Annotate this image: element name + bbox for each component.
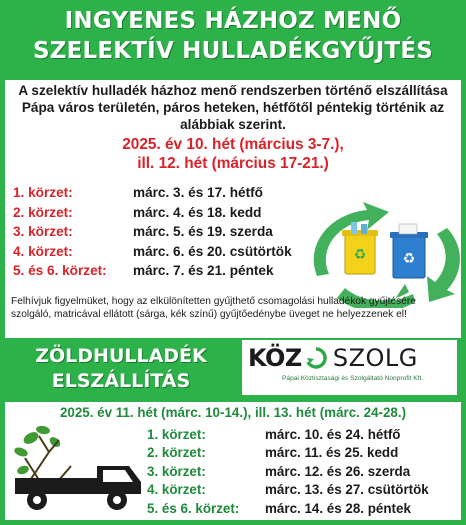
schedule-row	[147, 499, 429, 518]
district-dates: márc. 10. és 24. hétfő	[265, 426, 401, 442]
green-waste-box	[5, 402, 461, 520]
district-dates: márc. 12. és 26. szerda	[265, 463, 411, 479]
recycle-bins-icon	[297, 198, 461, 308]
district-name: 1. körzet:	[147, 426, 206, 442]
selective-collection-box	[5, 80, 461, 338]
green-title-line2: ELSZÁLLÍTÁS	[51, 370, 191, 392]
main-title-line1: INGYENES HÁZHOZ MENŐ	[64, 8, 402, 34]
schedule-row	[147, 444, 429, 463]
schedule-row	[147, 481, 429, 500]
main-title-line2: SZELEKTÍV HULLADÉKGYŰJTÉS	[32, 38, 434, 64]
logo-wordmark	[248, 343, 451, 373]
schedule-row	[13, 183, 292, 203]
district-dates: márc. 7. és 21. péntek	[133, 263, 274, 279]
district-name: 1. körzet:	[13, 185, 73, 201]
logo-koz: KÖZ	[248, 344, 302, 372]
kozszolg-logo	[242, 340, 457, 395]
schedule-row	[13, 222, 292, 242]
schedule-row	[147, 425, 429, 444]
green-waste-title	[5, 344, 237, 394]
main-title	[5, 6, 461, 66]
svg-text:♻: ♻	[353, 247, 367, 263]
district-name: 4. körzet:	[147, 482, 206, 498]
selective-week-line2: ill. 12. hét (március 17-21.)	[137, 155, 329, 172]
district-dates: márc. 5. és 19. szerda	[133, 224, 273, 240]
district-dates: márc. 4. és 18. kedd	[133, 204, 262, 220]
district-dates: márc. 13. és 27. csütörtök	[265, 482, 429, 498]
selective-weeks	[5, 135, 461, 173]
district-name: 5. és 6. körzet:	[147, 500, 240, 516]
schedule-row	[13, 242, 292, 262]
district-name: 4. körzet:	[13, 243, 73, 259]
district-dates: márc. 11. és 25. kedd	[265, 445, 399, 461]
district-dates: márc. 14. és 28. péntek	[265, 500, 411, 516]
district-name: 5. és 6. körzet:	[13, 263, 107, 279]
selective-intro: A szelektív hulladék házhoz menő rendszerben történő elszállítása Pápa város területén, páros heteken, hétfőtől péntekig történik az alábbiak szerint.	[18, 83, 448, 132]
logo-szolg: SZOLG	[332, 344, 418, 372]
schedule-row	[13, 203, 292, 223]
green-weeks: 2025. év 11. hét (márc. 10-14.), ill. 13. hét (márc. 24-28.)	[59, 405, 407, 420]
logo-swirl-icon	[305, 347, 327, 369]
schedule-row	[147, 462, 429, 481]
truck-with-branches-icon	[9, 422, 159, 518]
selective-schedule	[13, 183, 292, 281]
notice-text: Felhívjuk figyelmüket, hogy az elkülönítetten gyűjthető csomagolási hulladékok gyűjtésére szolgáló, matricával ellátott (sárga, kék színű) gyűjtőedénybe üveget ne helyezzenek el!	[11, 296, 416, 320]
schedule-row	[13, 261, 292, 281]
district-name: 3. körzet:	[147, 463, 206, 479]
green-schedule	[147, 425, 429, 518]
district-name: 3. körzet:	[13, 224, 73, 240]
district-dates: márc. 6. és 20. csütörtök	[133, 243, 292, 259]
logo-subtitle: Pápai Köztisztasági és Szolgáltató Nonprofit Kft.	[282, 375, 424, 382]
district-name: 2. körzet:	[13, 204, 73, 220]
green-title-line1: ZÖLDHULLADÉK	[35, 345, 207, 367]
district-name: 2. körzet:	[147, 445, 206, 461]
district-dates: márc. 3. és 17. hétfő	[133, 185, 263, 201]
svg-text:♻: ♻	[402, 251, 416, 267]
selective-week-line1: 2025. év 10. hét (március 3-7.),	[122, 136, 344, 153]
